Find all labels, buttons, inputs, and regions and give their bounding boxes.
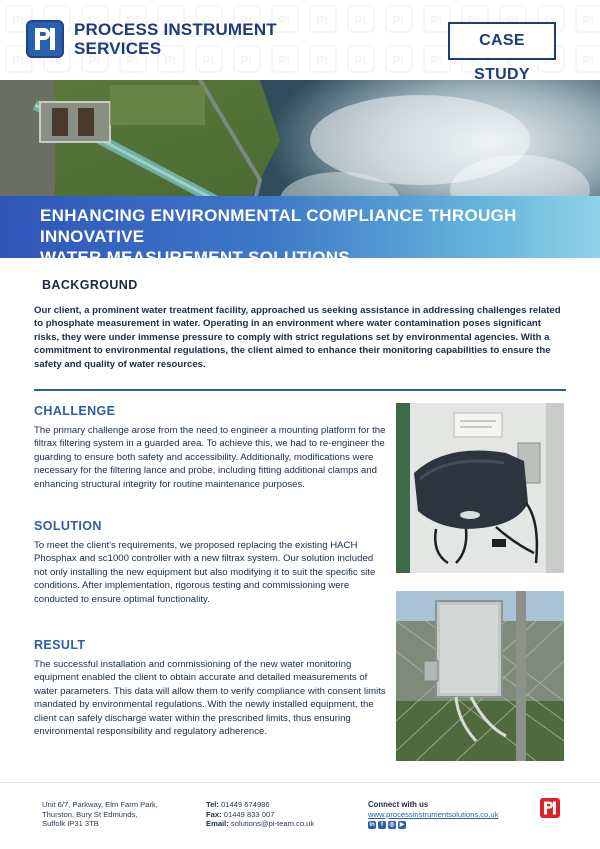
page-header [0, 0, 600, 80]
email-label: Email: [206, 819, 229, 829]
section-divider [34, 389, 566, 391]
controller-photo [396, 403, 564, 573]
footer-tel [206, 800, 356, 810]
company-logo [26, 20, 64, 58]
website-link[interactable]: www.processinstrumentsolutions.co.uk [368, 809, 499, 819]
instagram-icon[interactable]: ◎ [389, 822, 395, 829]
pi-logo-icon [28, 22, 62, 56]
company-name [74, 20, 277, 58]
title-line-2: WATER MEASUREMENT SOLUTIONS [40, 248, 351, 267]
facebook-icon[interactable]: f [378, 821, 386, 829]
result-heading: RESULT [34, 638, 86, 652]
footer-fax [206, 810, 356, 820]
challenge-text: The primary challenge arose from the need to engineer a mounting platform for the filtrax filtering system in a guarded area. To achieve this, we had to re-engineer the guarding to ensure both safety and accessibility. Additionally, modifications were necessary for the filtering lance and probe, including fitting additional clamps and enhancing structural integrity for routine maintenance purposes. [34, 425, 386, 490]
address-line-2: Thurston, Bury St Edmunds, [42, 809, 138, 819]
sc1000-controller-image [396, 403, 564, 573]
brand-line-2: SERVICES [74, 39, 162, 58]
solution-text: To meet the client's requirements, we proposed replacing the existing HACH Phosphax and sc1000 controller with a new filtrax system. Our solution included not only installing the new equipment but also modifying it to suit the specific site conditions. After implementation, rigorous testing and commissioning were conducted to ensure optimal functionality. [34, 540, 376, 605]
page-title [40, 205, 560, 268]
challenge-heading: CHALLENGE [34, 404, 116, 418]
fax-label: Fax: [206, 809, 222, 819]
social-icons [368, 821, 538, 829]
footer-email [206, 819, 356, 829]
background-text: Our client, a prominent water treatment facility, approached us seeking assistance in addressing challenges related to phosphate measurement in water. Operating in an environment where water contamination poses significant risks, they were under immense pressure to comply with strict regulations set by environmental agencies. With a commitment to environmental regulations, the client aimed to enhance their monitoring capabilities to ensure the safety and quality of water resources. [34, 305, 561, 370]
background-heading: BACKGROUND [42, 278, 138, 292]
brand-line-1: PROCESS INSTRUMENT [74, 20, 277, 39]
enclosure-photo [396, 591, 564, 761]
footer-logo [540, 798, 560, 818]
footer-divider [0, 782, 600, 783]
tel-label: Tel: [206, 800, 219, 809]
pi-footer-logo-icon [540, 798, 560, 818]
title-line-1: ENHANCING ENVIRONMENTAL COMPLIANCE THROUGH INNOVATIVE [40, 206, 517, 246]
footer-contact [206, 800, 356, 829]
address-line-1: Unit 6/7, Parkway, Elm Farm Park, [42, 800, 158, 809]
youtube-icon[interactable]: ▶ [399, 822, 405, 829]
tel-value[interactable]: 01449 674986 [221, 800, 270, 809]
connect-heading: Connect with us [368, 800, 429, 809]
email-link[interactable]: solutions@pi-team.co.uk [230, 819, 315, 829]
address-line-3: Suffolk IP31 3TB [42, 819, 99, 829]
case-study-badge: CASE STUDY [448, 22, 556, 60]
result-text: The successful installation and commissioning of the new water monitoring equipment enabled the client to obtain accurate and detailed measurements of water parameters. This data will allow them to verify compliance with consent limits mandated by environmental regulations. With the newly installed equipment, the client can safely discharge water within the prescribed limits, thus ensuring environmental responsibility and regulatory adherence. [34, 659, 386, 738]
footer-connect [368, 800, 538, 829]
footer-address [42, 800, 192, 829]
linkedin-icon[interactable]: in [369, 822, 375, 829]
solution-heading: SOLUTION [34, 519, 102, 533]
fax-value: 01449 833 007 [223, 809, 275, 819]
filtrax-enclosure-image [396, 591, 564, 761]
